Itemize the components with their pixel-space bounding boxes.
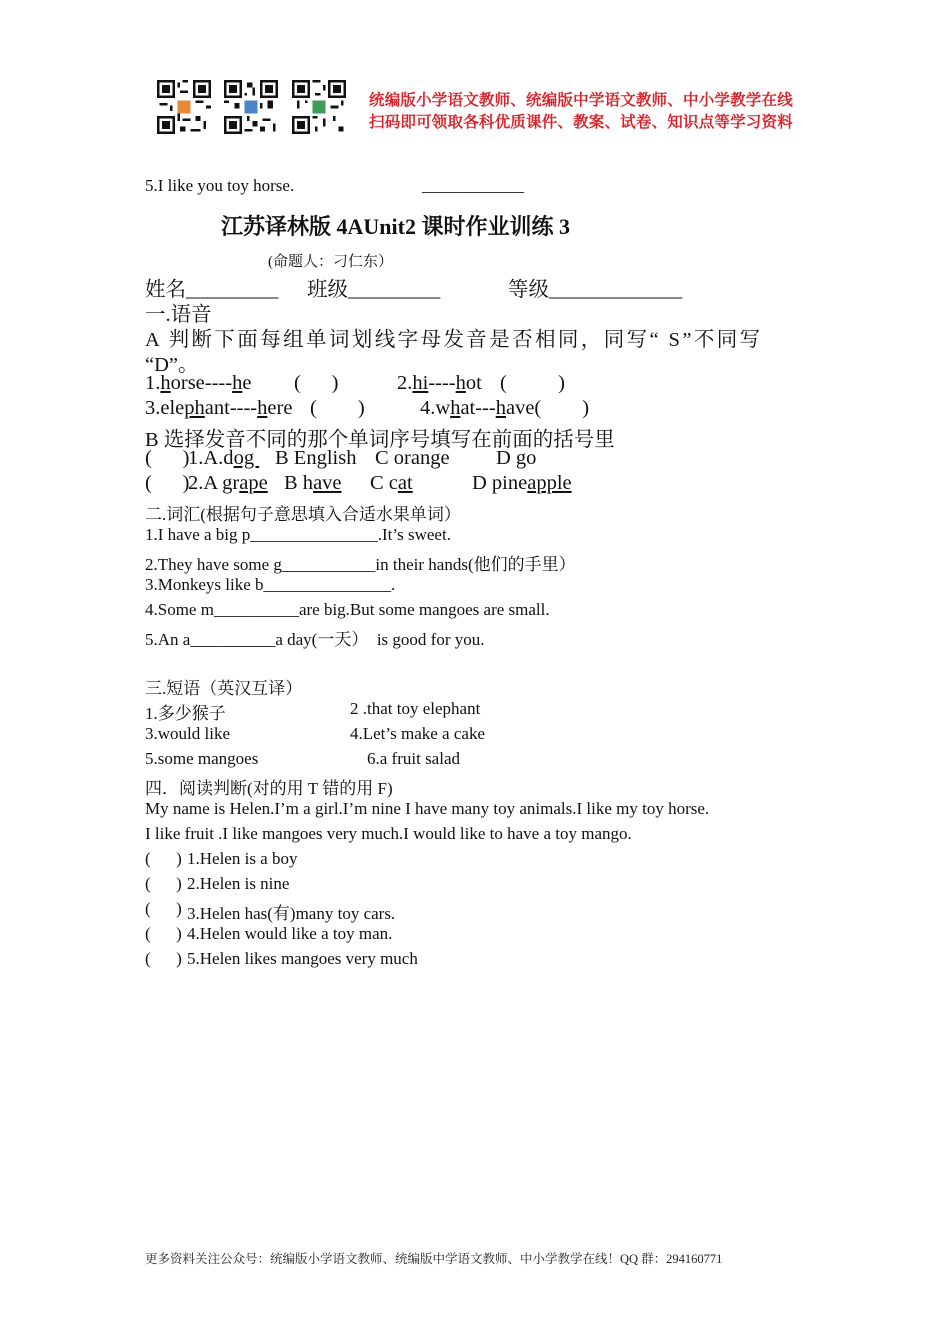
phonics-question-1 <box>145 372 251 395</box>
choice-text: C c <box>370 472 398 494</box>
vocab-item[interactable]: 2.They have some g___________in their hands(他们的手里） <box>145 555 576 574</box>
judge-item: 3.Helen has(有)many toy cars. <box>187 904 396 923</box>
judge-item: 4.Helen would like a toy man. <box>187 924 393 943</box>
judge-item: 1.Helen is a boy <box>187 849 298 868</box>
underlined-letters: h <box>495 397 506 419</box>
q-text: ere <box>267 397 293 419</box>
reading-passage-line-1: My name is Helen.I’m a girl.I’m nine I have many toy animals.I like my toy horse. <box>145 799 710 818</box>
answer-paren[interactable]: ( ) <box>145 472 190 494</box>
q-prefix: 2.A gr <box>188 472 240 494</box>
answer-paren[interactable]: ( ) <box>294 372 339 394</box>
answer-paren[interactable]: ( ) <box>500 372 565 394</box>
section1-b-instruction: B 选择发音不同的那个单词序号填写在前面的括号里 <box>145 429 615 451</box>
promo-banner-line-1: 统编版小学语文教师、统编版中学语文教师、中小学教学在线 <box>369 91 793 109</box>
q-text: ave( <box>505 397 542 419</box>
underlined-letters: ave <box>313 472 342 494</box>
q-prefix: 3.ele <box>145 397 185 419</box>
answer-paren[interactable]: ( ) <box>145 899 182 918</box>
q-text: e <box>242 372 252 394</box>
reading-passage-line-2: I like fruit .I like mangoes very much.I would like to have a toy mango. <box>145 824 632 843</box>
answer-paren[interactable]: ( ) <box>145 924 182 943</box>
answer-paren[interactable]: ( ) <box>145 949 182 968</box>
underlined-letters: h <box>160 372 171 394</box>
section1-a-instruction-2: “D”。 <box>145 354 199 376</box>
choice-question-1 <box>188 447 259 470</box>
choice-b: B English <box>275 447 357 469</box>
choice-d: D go <box>496 447 537 469</box>
vocab-item[interactable]: 3.Monkeys like b_______________. <box>145 575 396 594</box>
phonics-question-4 <box>420 397 589 420</box>
choice-b <box>284 472 342 495</box>
phrase-item: 3.would like <box>145 724 230 743</box>
underlined-letters: h <box>257 397 268 419</box>
name-field[interactable]: 姓名_________ <box>145 279 279 301</box>
answer-paren[interactable]: ) <box>541 397 590 419</box>
phrase-item: 2 .that toy elephant <box>350 699 481 718</box>
qr-code-icon[interactable] <box>157 80 211 134</box>
answer-paren[interactable]: ( ) <box>310 397 365 419</box>
q-prefix: 1.A.d <box>188 447 234 469</box>
qr-code-icon[interactable] <box>292 80 346 134</box>
q-text: ot <box>465 372 482 394</box>
vocab-item[interactable]: 5.An a__________a day(一天） is good for you. <box>145 630 485 649</box>
underlined-letters: at <box>397 472 413 494</box>
choice-d <box>472 472 572 495</box>
choice-c <box>370 472 413 495</box>
phrase-item: 6.a fruit salad <box>367 749 460 768</box>
grade-field[interactable]: 等级_____________ <box>508 279 683 301</box>
q-prefix: 2. <box>397 372 413 394</box>
page-title: 江苏译林版 4AUnit2 课时作业训练 3 <box>221 214 570 239</box>
choice-c: C orange <box>375 447 450 469</box>
phrase-item: 4.Let’s make a cake <box>350 724 485 743</box>
section2-heading: 二.词汇(根据句子意思填入合适水果单词） <box>145 505 461 524</box>
phonics-question-3 <box>145 397 292 420</box>
section1-a-instruction-1: A 判断下面每组单词划线字母发音是否相同，同写“ S”不同写 <box>145 329 763 351</box>
q-prefix: 1. <box>145 372 161 394</box>
choice-text: B h <box>284 472 314 494</box>
underlined-letters: og <box>233 447 260 469</box>
q-text: orse---- <box>170 372 233 394</box>
promo-banner-line-2: 扫码即可领取各科优质课件、教案、试卷、知识点等学习资料 <box>369 113 793 131</box>
top-line-text: 5.I like you toy horse. <box>145 176 295 195</box>
phrase-item: 5.some mangoes <box>145 749 259 768</box>
underlined-letters: apple <box>527 472 572 494</box>
vocab-item[interactable]: 1.I have a big p_______________.It’s sweet. <box>145 525 451 544</box>
underlined-letters: h <box>450 397 461 419</box>
q-text: ---- <box>428 372 456 394</box>
qr-code-icon[interactable] <box>224 80 278 134</box>
vocab-item[interactable]: 4.Some m__________are big.But some mangoes are small. <box>145 600 550 619</box>
underlined-letters: hi <box>412 372 429 394</box>
top-line <box>145 176 294 196</box>
answer-paren[interactable]: ( ) <box>145 447 190 469</box>
underlined-letters: h <box>232 372 243 394</box>
choice-text: D pine <box>472 472 528 494</box>
q-text: at--- <box>460 397 496 419</box>
answer-paren[interactable]: ( ) <box>145 874 182 893</box>
underlined-letters: ape <box>239 472 268 494</box>
judge-item: 5.Helen likes mangoes very much <box>187 949 418 968</box>
underlined-letters: ph <box>184 397 205 419</box>
page-footer: 更多资料关注公众号：统编版小学语文教师、统编版中学语文教师、中小学教学在线！QQ 群：294160771 <box>145 1252 723 1266</box>
phonics-question-2 <box>397 372 482 395</box>
q-prefix: 4.w <box>420 397 451 419</box>
author-line: (命题人：刁仁东） <box>268 254 393 270</box>
answer-paren[interactable]: ( ) <box>145 849 182 868</box>
q-text: ant---- <box>204 397 258 419</box>
choice-question-2 <box>188 472 268 495</box>
judge-item: 2.Helen is nine <box>187 874 290 893</box>
section4-heading: 四．阅读判断(对的用 T 错的用 F) <box>145 779 393 798</box>
section1-heading: 一.语音 <box>145 304 212 326</box>
class-field[interactable]: 班级_________ <box>307 279 441 301</box>
phrase-item: 1.多少猴子 <box>145 704 226 723</box>
underlined-letters: h <box>455 372 466 394</box>
top-line-blank: ____________ <box>422 176 524 195</box>
section3-heading: 三.短语（英汉互译） <box>145 679 303 698</box>
